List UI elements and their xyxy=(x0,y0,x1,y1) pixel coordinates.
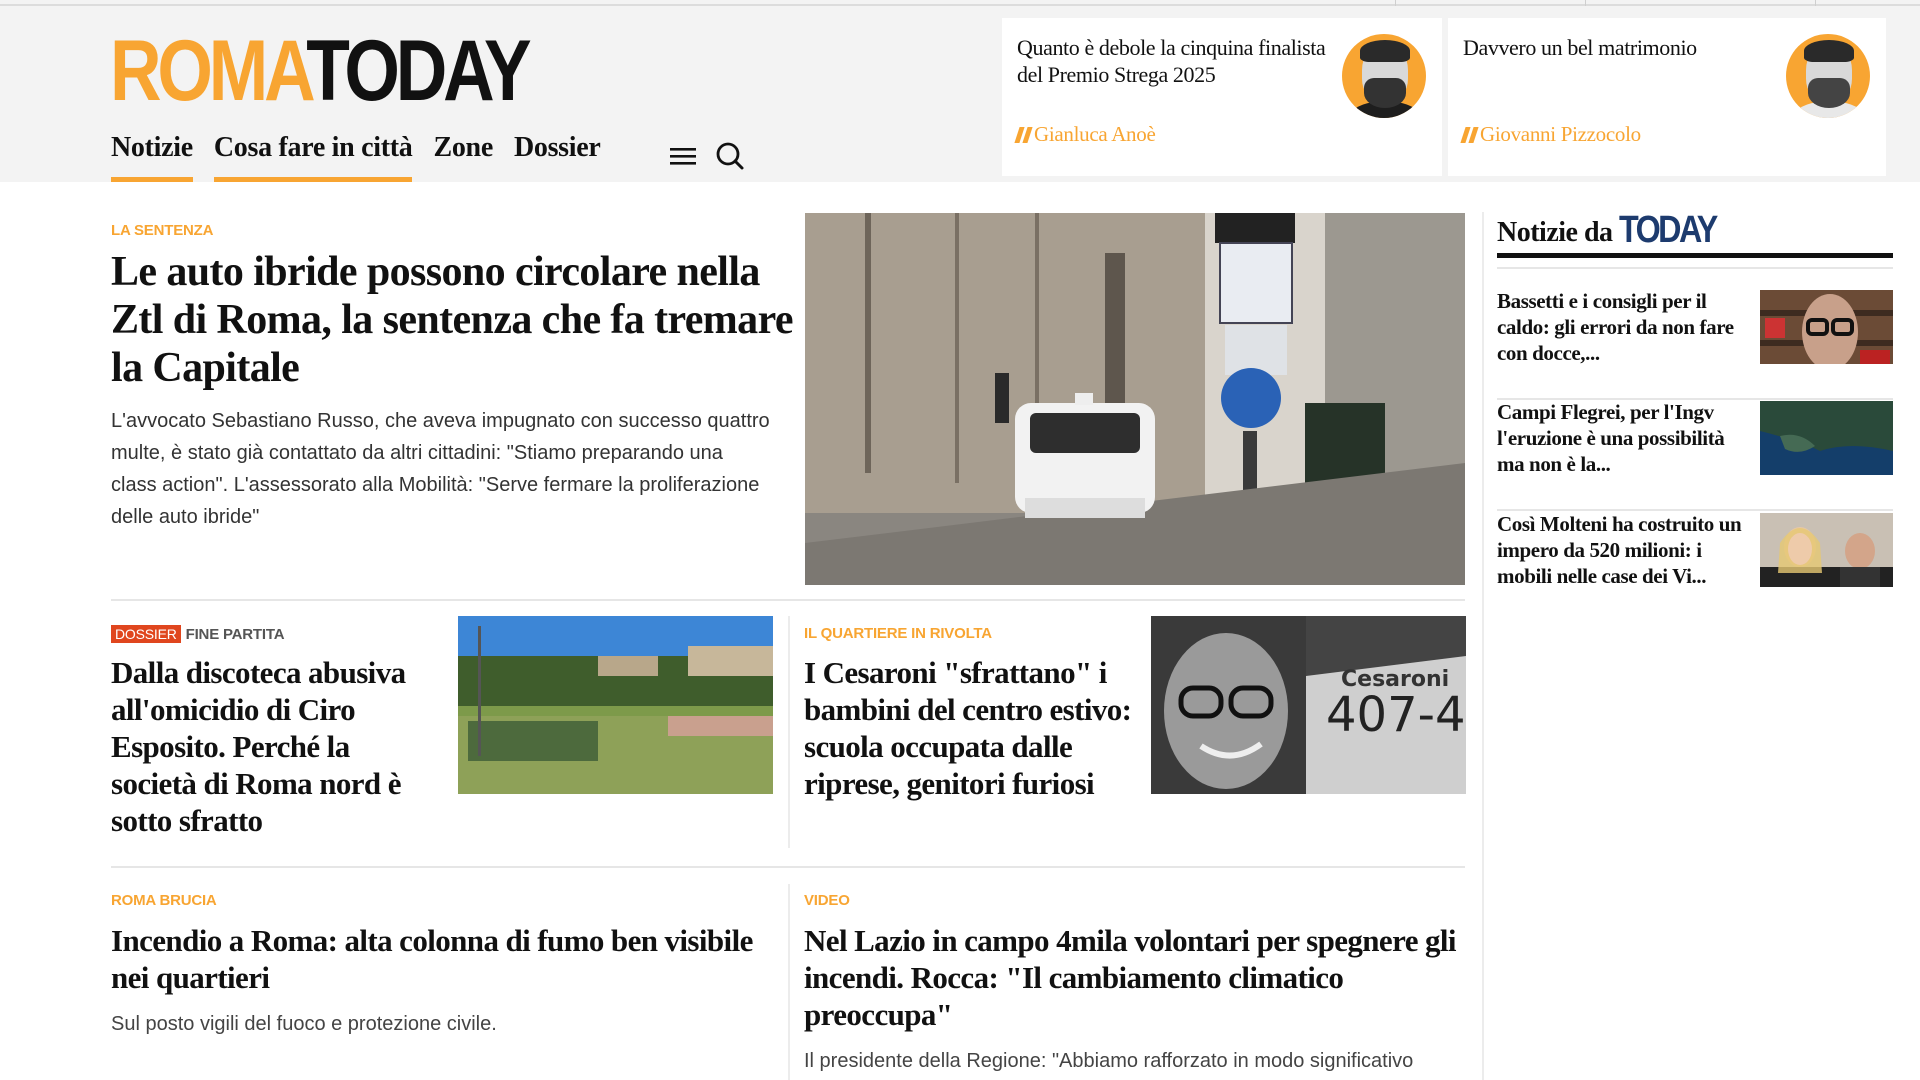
article-kicker: VIDEO xyxy=(804,892,850,909)
logo-today: TODAY xyxy=(306,23,528,119)
author-avatar xyxy=(1786,34,1870,118)
article-image[interactable] xyxy=(458,616,773,794)
article-kicker: LA SENTENZA xyxy=(111,222,214,239)
site-logo[interactable] xyxy=(110,23,528,119)
article-headline[interactable]: Incendio a Roma: alta colonna di fumo ben visibile nei quartieri xyxy=(111,923,753,995)
opinion-card[interactable] xyxy=(1002,18,1442,176)
lead-image[interactable] xyxy=(805,213,1465,585)
sidebar-header xyxy=(1497,210,1893,258)
sidebar-label: Notizie da xyxy=(1497,217,1613,248)
column-divider xyxy=(788,884,790,1080)
search-icon[interactable] xyxy=(714,140,746,172)
sidebar-news-title[interactable]: Campi Flegrei, per l'Ingv l'eruzione è una possibilità ma non è la... xyxy=(1497,400,1725,476)
sidebar-divider xyxy=(1482,212,1484,1080)
opinion-card[interactable] xyxy=(1448,18,1886,176)
sidebar-news-item[interactable] xyxy=(1497,288,1893,398)
divider xyxy=(1497,267,1893,269)
today-brand-logo[interactable]: TODAY xyxy=(1618,209,1716,251)
opinion-title[interactable]: Quanto è debole la cinquina finalista del Premio Strega 2025 xyxy=(1017,35,1326,87)
nav-item-cosa-fare[interactable]: Cosa fare in città xyxy=(214,130,413,182)
nav-item-zone[interactable]: Zone xyxy=(433,132,493,163)
kicker-text: FINE PARTITA xyxy=(185,626,285,643)
sidebar-news-item[interactable] xyxy=(1497,399,1893,509)
lead-abstract: L'avvocato Sebastiano Russo, che aveva impugnato con successo quattro multe, è stato già contattato da altri cittadini: "Stiamo preparando una class action". L'assessorato alla Mobilità: "Serve fermare la proliferazione delle auto ibride" xyxy=(111,410,770,528)
article-headline[interactable]: Nel Lazio in campo 4mila volontari per spegnere gli incendi. Rocca: "Il cambiamento climatico preoccupa" xyxy=(804,923,1456,1032)
main-nav xyxy=(111,130,622,182)
nav-item-notizie[interactable]: Notizie xyxy=(111,130,193,182)
site-header xyxy=(0,6,1920,182)
article-kicker xyxy=(111,625,284,643)
article-abstract: Sul posto vigili del fuoco e protezione civile. xyxy=(111,1013,497,1035)
sidebar-news-image[interactable] xyxy=(1760,401,1893,475)
quote-icon xyxy=(1460,127,1478,143)
sidebar-news-image[interactable] xyxy=(1760,290,1893,364)
section-divider xyxy=(111,866,1465,868)
article-headline[interactable]: I Cesaroni "sfrattano" i bambini del centro estivo: scuola occupata dalle riprese, genitori furiosi xyxy=(804,655,1132,801)
svg-text:407-4: 407-4 xyxy=(1326,687,1466,743)
opinion-author[interactable] xyxy=(1017,122,1155,147)
lead-headline[interactable]: Le auto ibride possono circolare nella Ztl di Roma, la sentenza che fa tremare la Capitale xyxy=(111,249,793,391)
svg-text:Cesaroni: Cesaroni xyxy=(1341,667,1450,692)
author-name: Gianluca Anoè xyxy=(1034,122,1156,146)
quote-icon xyxy=(1014,127,1032,143)
author-name: Giovanni Pizzocolo xyxy=(1480,122,1641,146)
logo-roma: ROMA xyxy=(110,23,307,119)
sidebar-news-image[interactable] xyxy=(1760,513,1893,587)
article-image[interactable] xyxy=(1151,616,1466,794)
article-headline[interactable]: Dalla discoteca abusiva all'omicidio di Ciro Esposito. Perché la società di Roma nord è sotto sfratto xyxy=(111,655,406,838)
column-divider xyxy=(788,616,790,848)
sidebar-news-title[interactable]: Bassetti e i consigli per il caldo: gli errori da non fare con docce,... xyxy=(1497,289,1734,365)
dossier-badge: DOSSIER xyxy=(111,625,181,643)
nav-item-dossier[interactable]: Dossier xyxy=(513,132,601,163)
sidebar-news-title[interactable]: Così Molteni ha costruito un impero da 520 milioni: i mobili nelle case dei Vi... xyxy=(1497,512,1742,588)
hamburger-menu-icon[interactable] xyxy=(667,140,699,172)
opinion-author[interactable] xyxy=(1463,122,1641,147)
article-kicker: IL QUARTIERE IN RIVOLTA xyxy=(804,625,992,642)
article-abstract: Il presidente della Regione: "Abbiamo rafforzato in modo significativo xyxy=(804,1050,1414,1072)
article-kicker: ROMA BRUCIA xyxy=(111,892,217,909)
sidebar-news-item[interactable] xyxy=(1497,511,1893,621)
author-avatar xyxy=(1342,34,1426,118)
section-divider xyxy=(111,599,1465,601)
opinion-title[interactable]: Davvero un bel matrimonio xyxy=(1463,35,1697,60)
